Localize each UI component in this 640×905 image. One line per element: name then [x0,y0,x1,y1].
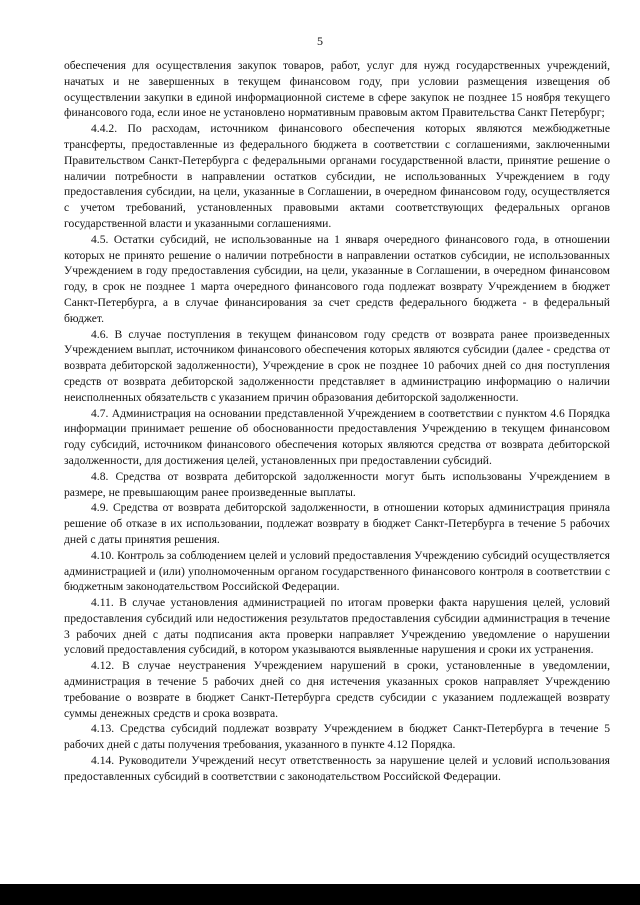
document-body [64,58,610,785]
paragraph-4-7: 4.7. Администрация на основании представленной Учреждением в соответствии с пунктом 4.6 Порядка информации принимает решение об обоснованности предоставления Учреждению в текущем финансовом году субсидий, источником финансового обеспечения которых являются средства от возврата дебиторской задолженности, для достижения целей, установленных при предоставлении субсидий. [64,406,610,467]
paragraph-4-11: 4.11. В случае установления администрацией по итогам проверки факта нарушения целей, условий предоставления субсидий или недостижения результатов предоставления субсидии администрация в течение 3 рабочих дней с даты подписания акта проверки направляет Учреждению уведомление о нарушении условий предоставления субсидий, в котором указываются выявленные нарушения и сроки их устранения. [64,596,610,657]
paragraph-4-14: 4.14. Руководители Учреждений несут ответственность за нарушение целей и условий использования предоставленных субсидий в соответствии с законодательством Российской Федерации. [64,754,610,783]
paragraph-4-4-2: 4.4.2. По расходам, источником финансового обеспечения которых являются межбюджетные трансферты, предоставленные из федерального бюджета в соответствии с соглашениями, заключенными Правительством Санкт-Петербурга с федеральными органами государственной власти, принятие решение о наличии потребности в направлении остатков субсидии, не использованных Учреждением в году предоставления субсидии, на цели, указанные в Соглашении, в очередном финансовом году, осуществляется с учетом требований, установленных правовыми актами соответствующих федеральных органов государственной власти и указанными соглашениями. [64,122,610,230]
paragraph-4-9: 4.9. Средства от возврата дебиторской задолженности, в отношении которых администрация приняла решение об отказе в их использовании, подлежат возврату в бюджет Санкт-Петербурга в течение 5 рабочих дней с даты принятия решения. [64,501,610,546]
paragraph-4-10: 4.10. Контроль за соблюдением целей и условий предоставления Учреждению субсидий осуществляется администрацией и (или) уполномоченным органом государственного финансового контроля в соответствии с бюджетным законодательством Российской Федерации. [64,548,610,594]
paragraph-4-8: 4.8. Средства от возврата дебиторской задолженности могут быть использованы Учреждением в размере, не превышающим ранее произведенные выплаты. [64,469,610,499]
paragraph-4-12: 4.12. В случае неустранения Учреждением нарушений в сроки, установленные в уведомлении, администрация в течение 5 рабочих дней со дня истечения указанных сроков направляет Учреждению требование о возврате в бюджет Санкт-Петербурга средств субсидии с указанием подлежащей возврату суммы денежных средств и срока возврата. [64,659,610,720]
paragraph-4-5: 4.5. Остатки субсидий, не использованные на 1 января очередного финансового года, в отношении которых не принято решение о наличии потребности в направлении остатков субсидии, не использованных Учреждением в году предоставления субсидии, на цели, указанные в Соглашении, в очередном финансовом году, в срок не позднее 1 марта очередного финансового года подлежат возврату Учреждением в бюджет Санкт-Петербурга, а в случае финансирования за счет средств федерального бюджета - в федеральный бюджет. [64,232,610,325]
paragraph-4-13: 4.13. Средства субсидий подлежат возврату Учреждением в бюджет Санкт-Петербурга в течение 5 рабочих дней с даты получения требования, указанного в пункте 4.12 Порядка. [64,722,610,752]
scan-bottom-edge [0,884,640,905]
paragraph-continuation: обеспечения для осуществления закупок товаров, работ, услуг для нужд государственных учреждений, начатых и не завершенных в текущем финансовом году, при условии размещения извещения об осуществлении закупки в единой информационной системе в сфере закупок не позднее 15 ноября текущего финансового года, если иное не установлено нормативным правовым актом Правительства Санкт Петербург; [64,59,610,120]
paragraph-4-6: 4.6. В случае поступления в текущем финансовом году средств от возврата ранее произведенных Учреждением выплат, источником финансового обеспечения которых являются субсидии (далее - средства от возврата дебиторской задолженности), Учреждение в срок не позднее 10 рабочих дней со дня поступления средств от возврата дебиторской задолженности представляет в администрацию информацию о наличии неисполненных обязательств с указанием причин образования дебиторской задолженности. [64,327,610,404]
page-number: 5 [317,34,323,48]
